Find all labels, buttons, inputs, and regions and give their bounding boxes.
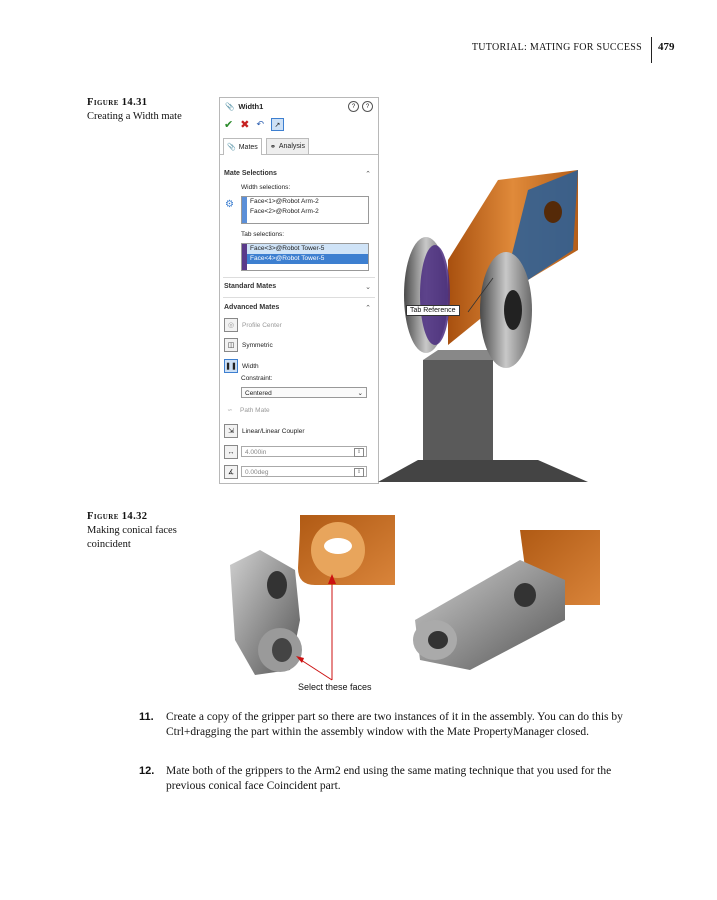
symmetric-icon: ◫: [224, 338, 238, 352]
robot-width-mate-model: [378, 160, 600, 482]
list-item[interactable]: Face<4>@Robot Tower-5: [242, 254, 368, 264]
tab-face-left: [420, 245, 450, 345]
arm-hole: [544, 201, 562, 223]
path-mate-label: Path Mate: [240, 406, 270, 414]
divider: [223, 277, 375, 278]
figure-number: Figure 14.31: [87, 97, 148, 108]
width-label: Width: [242, 362, 259, 370]
divider: [223, 297, 375, 298]
figure-caption-text: Making conical faces coincident: [87, 525, 177, 550]
step-12: [139, 764, 652, 794]
help-icons: [348, 101, 373, 112]
step-number: 12.: [139, 765, 155, 777]
step-number: 11.: [139, 711, 154, 723]
tab-selections-list[interactable]: [241, 243, 369, 271]
whats-wrong-icon[interactable]: ?: [348, 101, 359, 112]
angle-value: 0.00deg: [245, 469, 269, 476]
profile-center-label: Profile Center: [242, 321, 282, 329]
list-item[interactable]: Face<2>@Robot Arm-2: [250, 208, 319, 215]
angle-icon: ∡: [224, 465, 238, 479]
linear-coupler-icon: ⇲: [224, 424, 238, 438]
assembled-hole-left: [428, 631, 448, 649]
conical-hole: [324, 538, 352, 554]
width-color-bar: [242, 197, 247, 223]
width-icon: ❚❚: [224, 359, 238, 373]
advanced-mates-header[interactable]: [224, 304, 373, 311]
figure-caption-text: Creating a Width mate: [87, 111, 182, 122]
mate-tab-icon: 📎: [227, 144, 236, 151]
chevron-down-icon: ⌄: [357, 390, 363, 397]
path-mate-option[interactable]: [224, 406, 270, 414]
pm-actions: [224, 118, 284, 131]
tab-analysis-label: Analysis: [278, 143, 305, 150]
width-mate-property-manager: [219, 97, 379, 484]
list-item[interactable]: Face<1>@Robot Arm-2: [250, 198, 319, 205]
constraint-value: Centered: [245, 390, 272, 397]
mate-selection-icon: ⚙: [225, 199, 234, 210]
tower-hole: [504, 290, 522, 330]
cancel-x-icon[interactable]: ✖: [240, 119, 250, 131]
spinner-icon[interactable]: ⇕: [354, 468, 364, 477]
select-faces-label: Select these faces: [298, 682, 372, 692]
ok-check-icon[interactable]: ✔: [224, 119, 234, 131]
undo-icon[interactable]: ↶: [256, 119, 264, 129]
pm-tabs: [220, 138, 378, 155]
tab-analysis[interactable]: [266, 138, 309, 154]
gripper-hole-bottom: [272, 638, 292, 662]
profile-center-icon: ◎: [224, 318, 238, 332]
analysis-tab-icon: ⚭: [270, 143, 276, 151]
step-text: Create a copy of the gripper part so there are two instances of it in the assembly. You can do this by Ctrl+dragging the part within the assembly window with the Mate PropertyManager closed.: [166, 711, 623, 738]
linear-coupler-option[interactable]: [224, 424, 305, 438]
spinner-icon[interactable]: ⇕: [354, 448, 364, 457]
tower-base: [378, 460, 588, 482]
constraint-label: Constraint:: [241, 375, 273, 382]
collapse-chevron-icon[interactable]: ⌃: [365, 305, 371, 312]
header-divider: [651, 37, 652, 63]
width-selections-list[interactable]: [241, 196, 369, 224]
distance-value: 4.000in: [245, 449, 267, 456]
step-11: [139, 710, 652, 740]
distance-icon: ↔: [224, 445, 238, 459]
collapse-chevron-icon[interactable]: ⌃: [365, 171, 371, 178]
width-option[interactable]: [224, 359, 259, 373]
tab-mates[interactable]: [223, 138, 262, 155]
distance-input[interactable]: [241, 446, 367, 457]
standard-mates-label: Standard Mates: [224, 283, 277, 290]
help-icon[interactable]: ?: [362, 101, 373, 112]
tab-selections-label: Tab selections:: [241, 231, 284, 238]
tab-reference-callout: Tab Reference: [406, 305, 460, 316]
pm-title: [225, 102, 263, 111]
linear-coupler-label: Linear/Linear Coupler: [242, 427, 305, 435]
gripper-hole-top: [267, 571, 287, 599]
figure-number: Figure 14.32: [87, 511, 148, 522]
standard-mates-header[interactable]: [224, 283, 373, 290]
figure-caption-14-32: [87, 510, 187, 552]
width-selections-label: Width selections:: [241, 184, 291, 191]
symmetric-label: Symmetric: [242, 341, 273, 349]
symmetric-option[interactable]: [224, 338, 273, 352]
pointer-arrow-left: [298, 658, 332, 680]
mate-icon: 📎: [225, 102, 235, 111]
advanced-mates-label: Advanced Mates: [224, 304, 280, 311]
mate-selections-header[interactable]: [224, 170, 373, 177]
path-mate-icon: ∽: [227, 407, 233, 414]
mate-selections-label: Mate Selections: [224, 170, 277, 177]
assembled-hole-right: [514, 583, 536, 607]
running-header-title: TUTORIAL: MATING FOR SUCCESS: [471, 42, 642, 53]
page-number: 479: [658, 41, 675, 53]
list-item[interactable]: Face<3>@Robot Tower-5: [242, 244, 368, 254]
conical-faces-illustration: [220, 510, 610, 685]
angle-input[interactable]: [241, 466, 367, 477]
profile-center-option[interactable]: [224, 318, 282, 332]
pm-title-text: Width1: [238, 102, 264, 111]
figure-caption-14-31: [87, 96, 197, 124]
tab-mates-label: Mates: [238, 143, 258, 151]
constraint-select[interactable]: [241, 387, 367, 398]
step-text: Mate both of the grippers to the Arm2 end using the same mating technique that you used for the previous conical face Coincident part.: [166, 765, 612, 792]
expand-chevron-icon[interactable]: ⌄: [365, 284, 371, 291]
pushpin-icon[interactable]: ↗: [271, 118, 284, 131]
tab-color-bar: [242, 244, 247, 270]
